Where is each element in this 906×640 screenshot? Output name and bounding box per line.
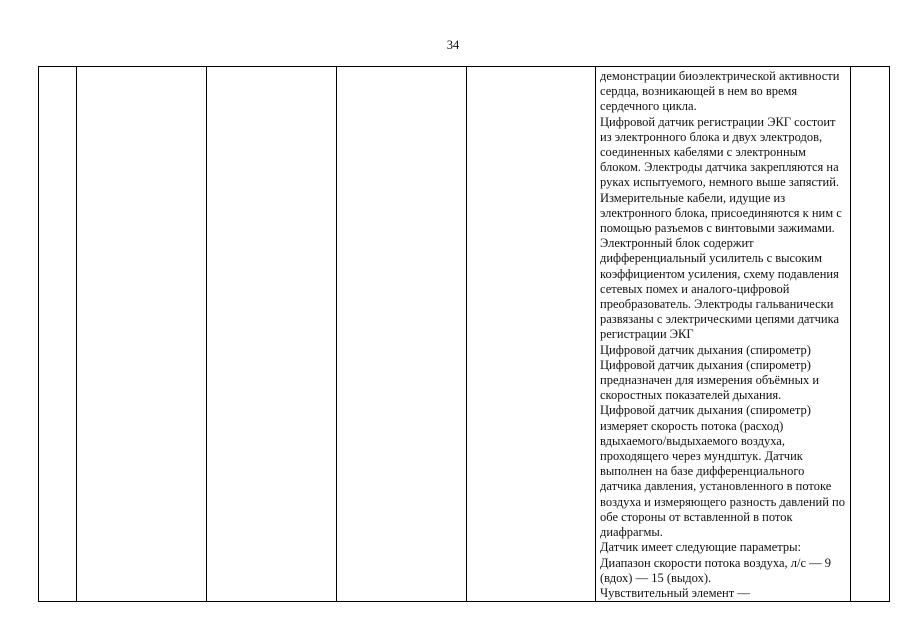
page-number: 34 — [446, 38, 460, 52]
table-cell-empty-4 — [337, 67, 467, 602]
table-cell-empty-5 — [467, 67, 596, 602]
paragraph-spirometer-heading: Цифровой датчик дыхания (спирометр) — [600, 342, 811, 357]
table-cell-description — [596, 67, 851, 602]
paragraph-sensing-element: Чувствительный элемент — — [600, 585, 750, 600]
document-table — [38, 66, 890, 602]
paragraph-spirometer-purpose: Цифровой датчик дыхания (спирометр) предназначен для измерения объёмных и скоростных показателей дыхания. — [600, 357, 820, 403]
table-cell-empty-1 — [39, 67, 77, 602]
paragraph-parameters-heading: Датчик имеет следующие параметры: — [600, 540, 802, 555]
paragraph-flow-range: Диапазон скорости потока воздуха, л/с — 9 (вдох) — 15 (выдох). — [600, 555, 832, 585]
paragraph-spirometer-measures: Цифровой датчик дыхания (спирометр) измеряет скорость потока (расход) вдыхаемого/выдыхаемого воздуха, проходящего через мундштук. Датчик выполнен на базе дифференциального датчика давления, установленного в потоке воздуха и измеряющего разность давлений по обе стороны от вставленной в поток диафрагмы. — [600, 403, 845, 540]
paragraph-ecg-sensor: Цифровой датчик регистрации ЭКГ состоит из электронного блока и двух электродов, соединенных кабелями с электронным блоком. Электроды датчика закрепляются на руках испытуемого, немного выше запястий. Измерительные кабели, идущие из электронного блока, присоединяются к ним с помощью разъемов с винтовыми зажимами. — [600, 114, 842, 236]
paragraph-electronic-block: Электронный блок содержит дифференциальный усилитель с высоким коэффициентом усиления, схему подавления сетевых помех и аналого-цифровой преобразователь. Электроды гальванически развязаны с электрическими цепями датчика регистрации ЭКГ — [600, 236, 840, 342]
table-cell-empty-2 — [77, 67, 207, 602]
table-cell-empty-3 — [207, 67, 337, 602]
paragraph-ecg-purpose: демонстрации биоэлектрической активности сердца, возникающей в нем во время сердечного цикла. — [600, 69, 840, 114]
table-row — [39, 67, 890, 602]
table-cell-empty-7 — [851, 67, 890, 602]
description-text — [596, 67, 850, 601]
